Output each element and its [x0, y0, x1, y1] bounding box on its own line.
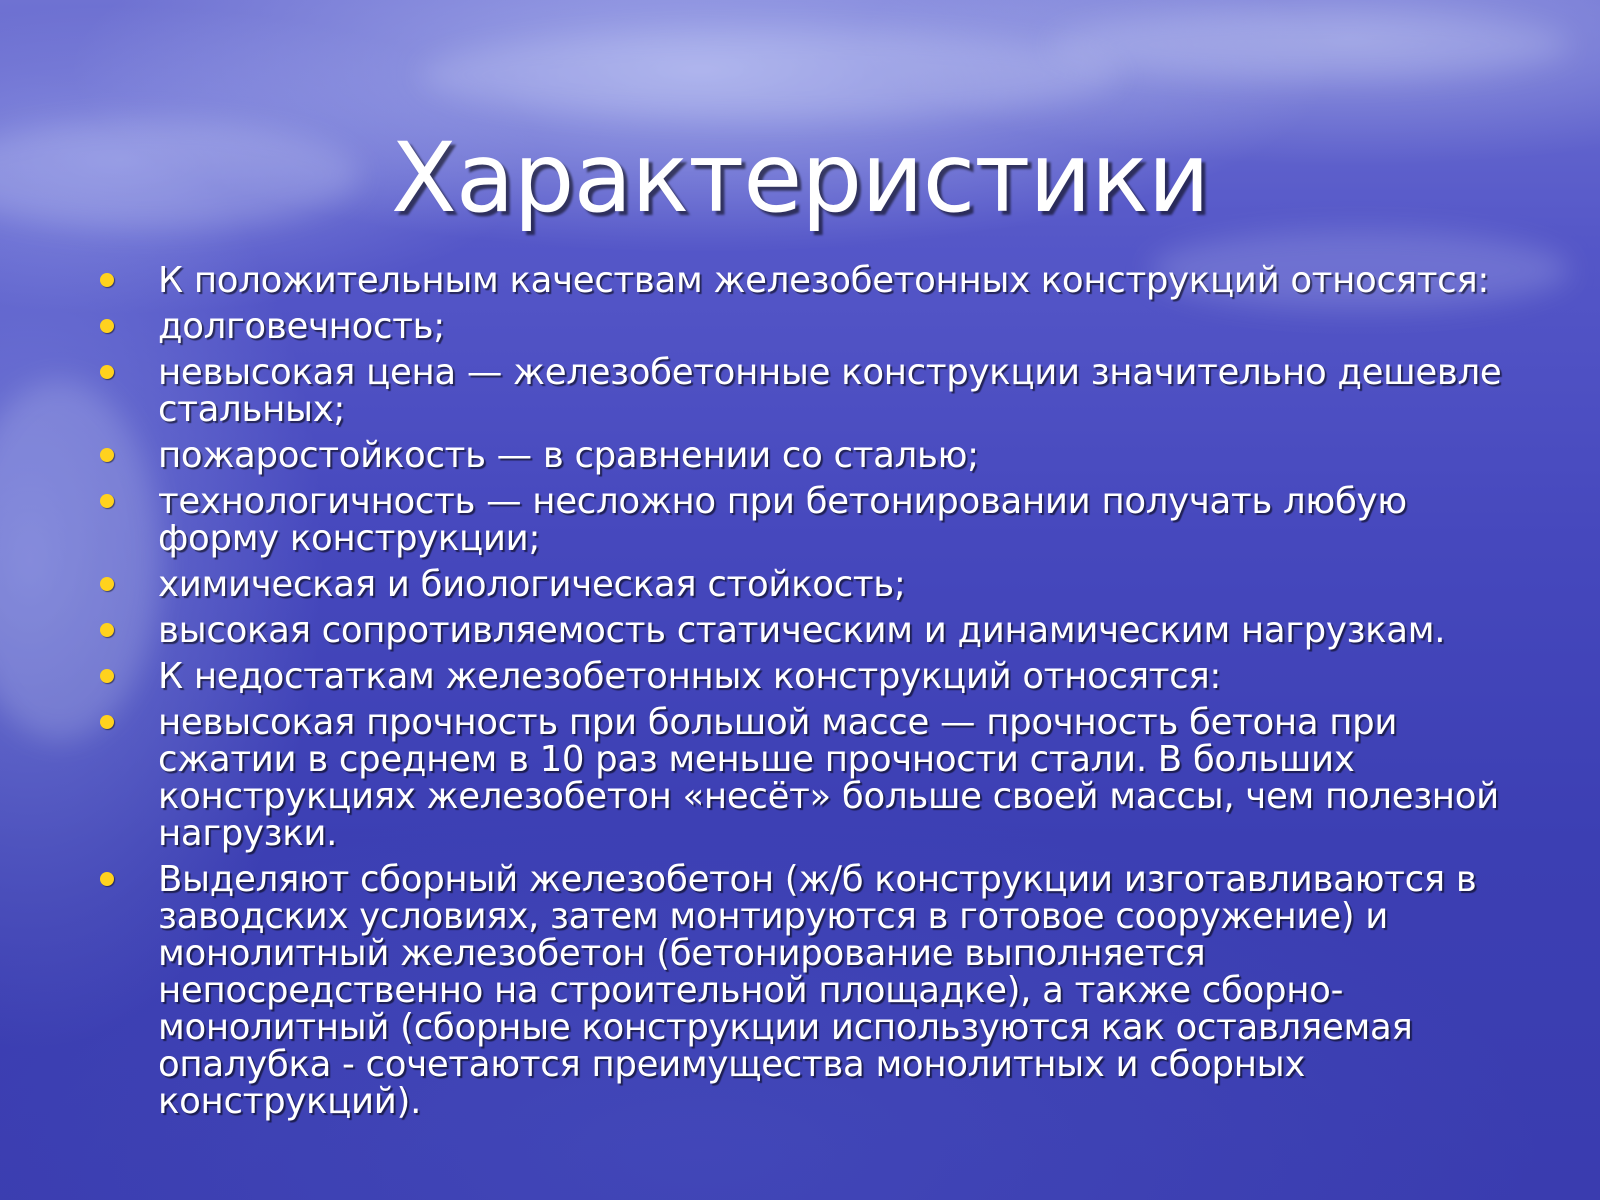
- bullet-dot-icon: [100, 448, 114, 462]
- bullet-text: К недостаткам железобетонных конструкций относятся:: [158, 656, 1222, 697]
- bullet-item: [96, 704, 1516, 852]
- bullet-list: [96, 262, 1516, 1129]
- bullet-text: долговечность;: [158, 306, 445, 347]
- bullet-item: [96, 437, 1516, 474]
- bullet-dot-icon: [100, 872, 114, 886]
- bullet-text: химическая и биологическая стойкость;: [158, 564, 906, 605]
- bullet-dot-icon: [100, 623, 114, 637]
- bullet-text: высокая сопротивляемость статическим и динамическим нагрузкам.: [158, 610, 1446, 651]
- bullet-item: [96, 861, 1516, 1120]
- bullet-dot-icon: [100, 319, 114, 333]
- bullet-dot-icon: [100, 365, 114, 379]
- bullet-item: [96, 308, 1516, 345]
- bullet-item: [96, 612, 1516, 649]
- bullet-item: [96, 658, 1516, 695]
- bullet-dot-icon: [100, 669, 114, 683]
- bullet-dot-icon: [100, 273, 114, 287]
- bullet-item: [96, 483, 1516, 557]
- slide-title: Характеристики: [390, 122, 1210, 234]
- bullet-dot-icon: [100, 577, 114, 591]
- bullet-dot-icon: [100, 494, 114, 508]
- bullet-item: [96, 262, 1516, 299]
- bullet-text: невысокая прочность при большой массе — прочность бетона при сжатии в среднем в 10 раз меньше прочности стали. В больших конструкциях железобетон «несёт» больше своей массы, чем полезной нагрузки.: [158, 702, 1499, 854]
- bullet-text: невысокая цена — железобетонные конструкции значительно дешевле стальных;: [158, 352, 1502, 430]
- bullet-item: [96, 566, 1516, 603]
- bullet-text: К положительным качествам железобетонных конструкций относятся:: [158, 260, 1490, 301]
- bullet-item: [96, 354, 1516, 428]
- bullet-text: пожаростойкость — в сравнении со сталью;: [158, 435, 979, 476]
- bullet-text: технологичность — несложно при бетонировании получать любую форму конструкции;: [158, 481, 1407, 559]
- bullet-text: Выделяют сборный железобетон (ж/б конструкции изготавливаются в заводских условиях, затем монтируются в готовое сооружение) и монолитный железобетон (бетонирование выполняется непосредственно на строительной площадке), а также сборно-монолитный (сборные конструкции используются как оставляемая опалубка - сочетаются преимущества монолитных и сборных конструкций).: [158, 859, 1477, 1122]
- bullet-dot-icon: [100, 715, 114, 729]
